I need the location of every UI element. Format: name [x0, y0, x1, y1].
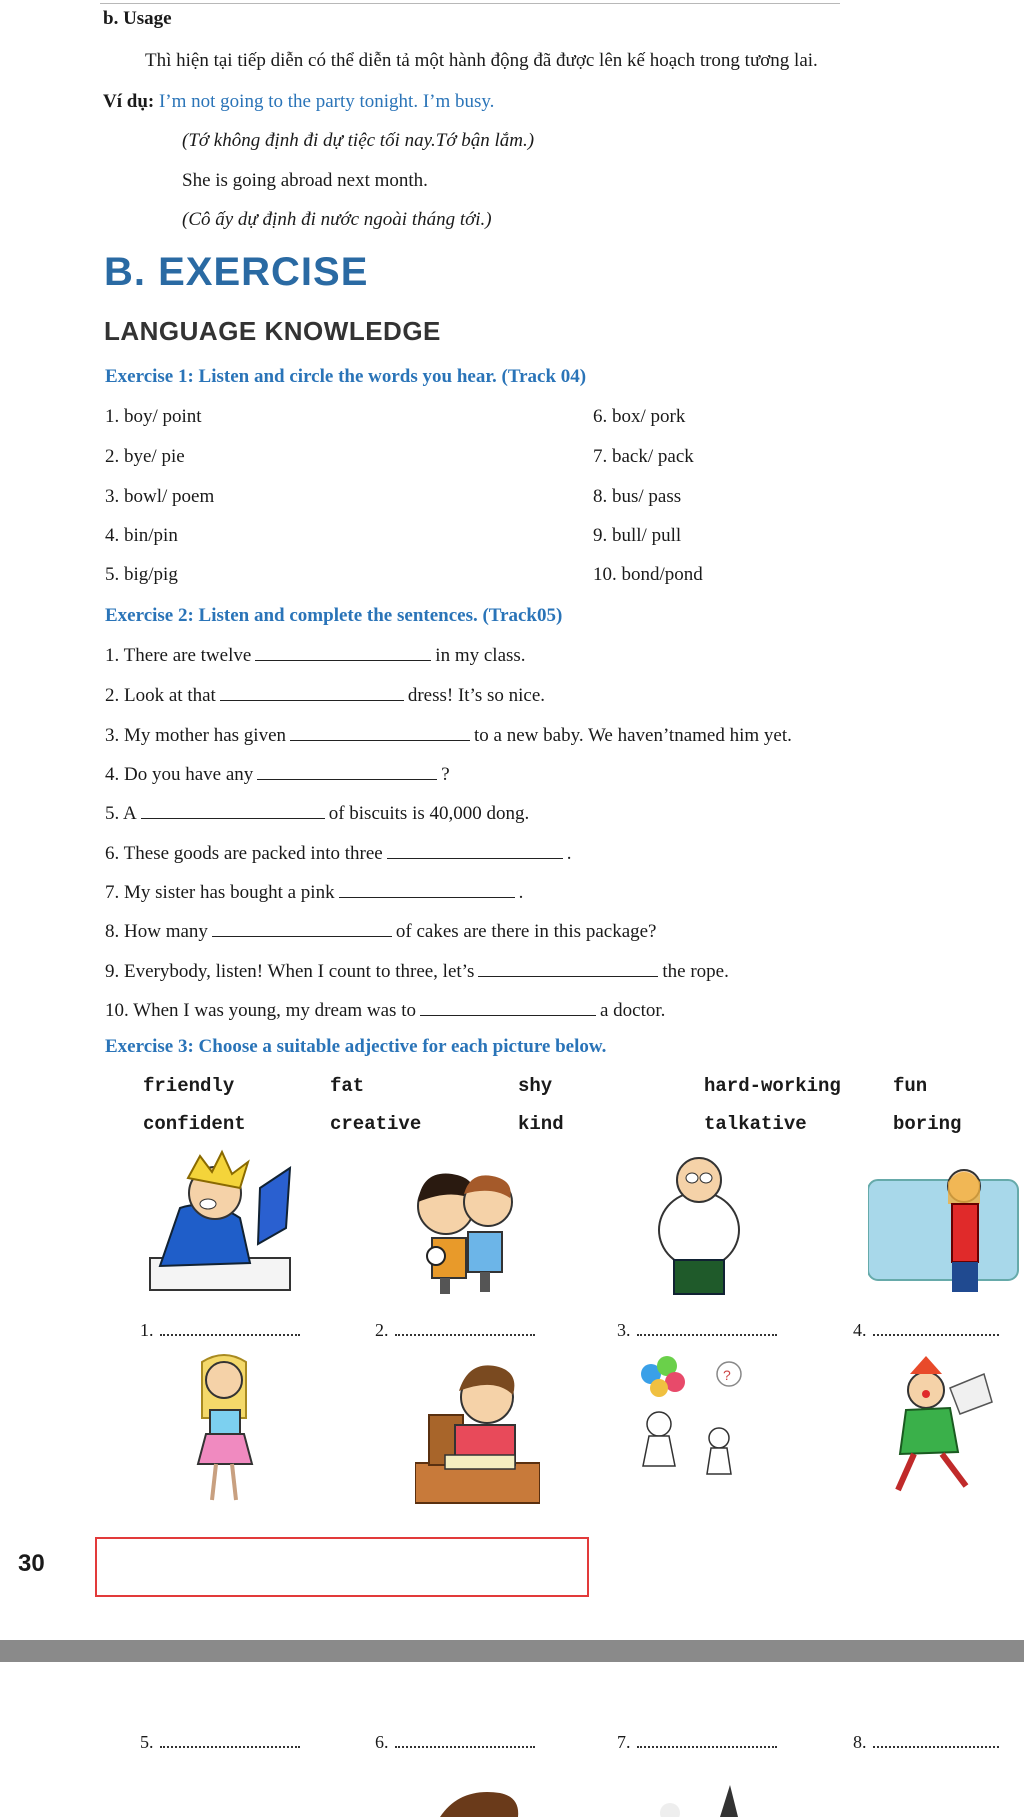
ex1-item: 5. big/pig	[105, 564, 178, 585]
page-number: 30	[18, 1550, 45, 1577]
ex1-item: 8. bus/ pass	[593, 486, 682, 507]
ex2-post: in my class.	[435, 645, 526, 666]
answer-blank[interactable]	[257, 763, 437, 780]
answer-line[interactable]	[637, 1732, 777, 1748]
usage-heading: b. Usage	[103, 8, 172, 29]
ex1-item: 6. box/ pork	[593, 406, 686, 427]
answer-number: 7.	[617, 1732, 631, 1752]
ex2-item	[105, 644, 526, 667]
answer-number: 2.	[375, 1320, 389, 1340]
ex2-post: ?	[441, 764, 450, 785]
answer-blank[interactable]	[141, 802, 325, 819]
top-rule	[100, 3, 840, 4]
ex2-pre: 10. When I was young, my dream was to	[105, 1000, 416, 1021]
ex2-post: a doctor.	[599, 1000, 666, 1021]
studying-boy-picture	[140, 1148, 310, 1303]
ex2-post: dress! It’s so nice.	[407, 685, 546, 706]
ex1-item: 9. bull/ pull	[593, 525, 682, 546]
example2-en: She is going abroad next month.	[182, 170, 428, 191]
ex2-pre: 4. Do you have any	[105, 764, 254, 785]
partial-illustrations	[420, 1783, 780, 1817]
talkative-girls-picture	[625, 1352, 755, 1502]
word-bank-item: friendly	[143, 1075, 235, 1097]
picture-answer	[140, 1320, 300, 1341]
answer-line[interactable]	[160, 1320, 300, 1336]
ex2-pre: 5. A	[105, 803, 137, 824]
ex2-post: of cakes are there in this package?	[395, 921, 657, 942]
ex1-item: 3. bowl/ poem	[105, 486, 215, 507]
ex1-item: 10. bond/pond	[593, 564, 703, 585]
answer-number: 1.	[140, 1320, 154, 1340]
page-number-frame	[95, 1537, 589, 1597]
example-label: Ví dụ:	[103, 91, 155, 112]
usage-description: Thì hiện tại tiếp diễn có thể diễn tả một hành động đã được lên kế hoạch trong tương lai.	[145, 50, 818, 71]
ex2-pre: 8. How many	[105, 921, 208, 942]
picture-answer	[375, 1320, 535, 1341]
answer-blank[interactable]	[290, 724, 470, 741]
word-bank-item: shy	[518, 1075, 553, 1097]
fat-man-picture	[652, 1152, 747, 1302]
ex2-item	[105, 684, 545, 707]
ex2-pre: 1. There are twelve	[105, 645, 252, 666]
exercise1-title: Exercise 1: Listen and circle the words you hear. (Track 04)	[105, 366, 587, 387]
subsection-title: LANGUAGE KNOWLEDGE	[104, 316, 441, 346]
ex2-pre: 6. These goods are packed into three	[105, 843, 383, 864]
ex1-item: 2. bye/ pie	[105, 446, 185, 467]
answer-blank[interactable]	[387, 842, 563, 859]
ex2-post: of biscuits is 40,000 dong.	[328, 803, 530, 824]
ex2-item	[105, 960, 729, 983]
ex2-item	[105, 763, 450, 786]
answer-line[interactable]	[637, 1320, 777, 1336]
section-title: B. EXERCISE	[104, 250, 369, 294]
ex2-pre: 9. Everybody, listen! When I count to three, let’s	[105, 961, 475, 982]
ex2-item	[105, 842, 571, 865]
svg-text:?: ?	[723, 1367, 731, 1383]
picture-answer	[617, 1732, 777, 1753]
clown-picture	[880, 1352, 998, 1502]
answer-blank[interactable]	[478, 960, 658, 977]
ex2-post: .	[518, 882, 524, 903]
word-bank-item: boring	[893, 1113, 962, 1135]
example1-vi: (Tớ không định đi dự tiệc tối nay.Tớ bận lắm.)	[182, 130, 535, 151]
word-bank-item: talkative	[704, 1113, 807, 1135]
word-bank-item: creative	[330, 1113, 422, 1135]
word-bank-item: kind	[518, 1113, 564, 1135]
teacher-whiteboard-picture	[868, 1158, 1024, 1303]
picture-answer	[375, 1732, 535, 1753]
ex2-pre: 2. Look at that	[105, 685, 216, 706]
exercise3-title: Exercise 3: Choose a suitable adjective for each picture below.	[105, 1036, 607, 1057]
ex2-post: .	[566, 843, 572, 864]
answer-number: 8.	[853, 1732, 867, 1752]
picture-answer	[617, 1320, 777, 1341]
answer-number: 5.	[140, 1732, 154, 1752]
ex2-pre: 3. My mother has given	[105, 725, 287, 746]
answer-blank[interactable]	[255, 644, 431, 661]
answer-blank[interactable]	[339, 881, 515, 898]
ex2-item	[105, 920, 657, 943]
ex2-pre: 7. My sister has bought a pink	[105, 882, 335, 903]
shy-girl-picture	[184, 1352, 264, 1507]
exercise2-title: Exercise 2: Listen and complete the sentences. (Track05)	[105, 605, 563, 626]
word-bank-item: confident	[143, 1113, 246, 1135]
ex2-item	[105, 881, 523, 904]
answer-blank[interactable]	[220, 684, 404, 701]
answer-line[interactable]	[873, 1732, 999, 1748]
example1-en: I’m not going to the party tonight. I’m busy.	[158, 91, 495, 112]
answer-number: 6.	[375, 1732, 389, 1752]
answer-number: 3.	[617, 1320, 631, 1340]
example-line-1	[103, 91, 494, 113]
ex1-item: 7. back/ pack	[593, 446, 694, 467]
ex1-item: 4. bin/pin	[105, 525, 178, 546]
page-separator	[0, 1640, 1024, 1662]
word-bank-item: fat	[330, 1075, 365, 1097]
picture-answer	[853, 1320, 999, 1341]
ex2-item	[105, 999, 665, 1022]
ex2-post: to a new baby. We haven’tnamed him yet.	[474, 725, 792, 746]
answer-blank[interactable]	[212, 920, 392, 937]
word-bank-item: hard-working	[704, 1075, 841, 1097]
answer-line[interactable]	[395, 1320, 535, 1336]
word-bank-item: fun	[893, 1075, 928, 1097]
example2-vi: (Cô ấy dự định đi nước ngoài tháng tới.)	[182, 209, 492, 230]
ex2-item	[105, 802, 529, 825]
two-boys-picture	[392, 1150, 532, 1300]
answer-line[interactable]	[160, 1732, 300, 1748]
picture-answer	[140, 1732, 300, 1753]
ex1-item: 1. boy/ point	[105, 406, 202, 427]
picture-answer	[853, 1732, 999, 1753]
ex2-post: the rope.	[662, 961, 729, 982]
answer-blank[interactable]	[420, 999, 596, 1016]
answer-line[interactable]	[395, 1732, 535, 1748]
bored-student-picture	[415, 1355, 540, 1505]
ex2-item	[105, 724, 792, 747]
answer-line[interactable]	[873, 1320, 999, 1336]
answer-number: 4.	[853, 1320, 867, 1340]
